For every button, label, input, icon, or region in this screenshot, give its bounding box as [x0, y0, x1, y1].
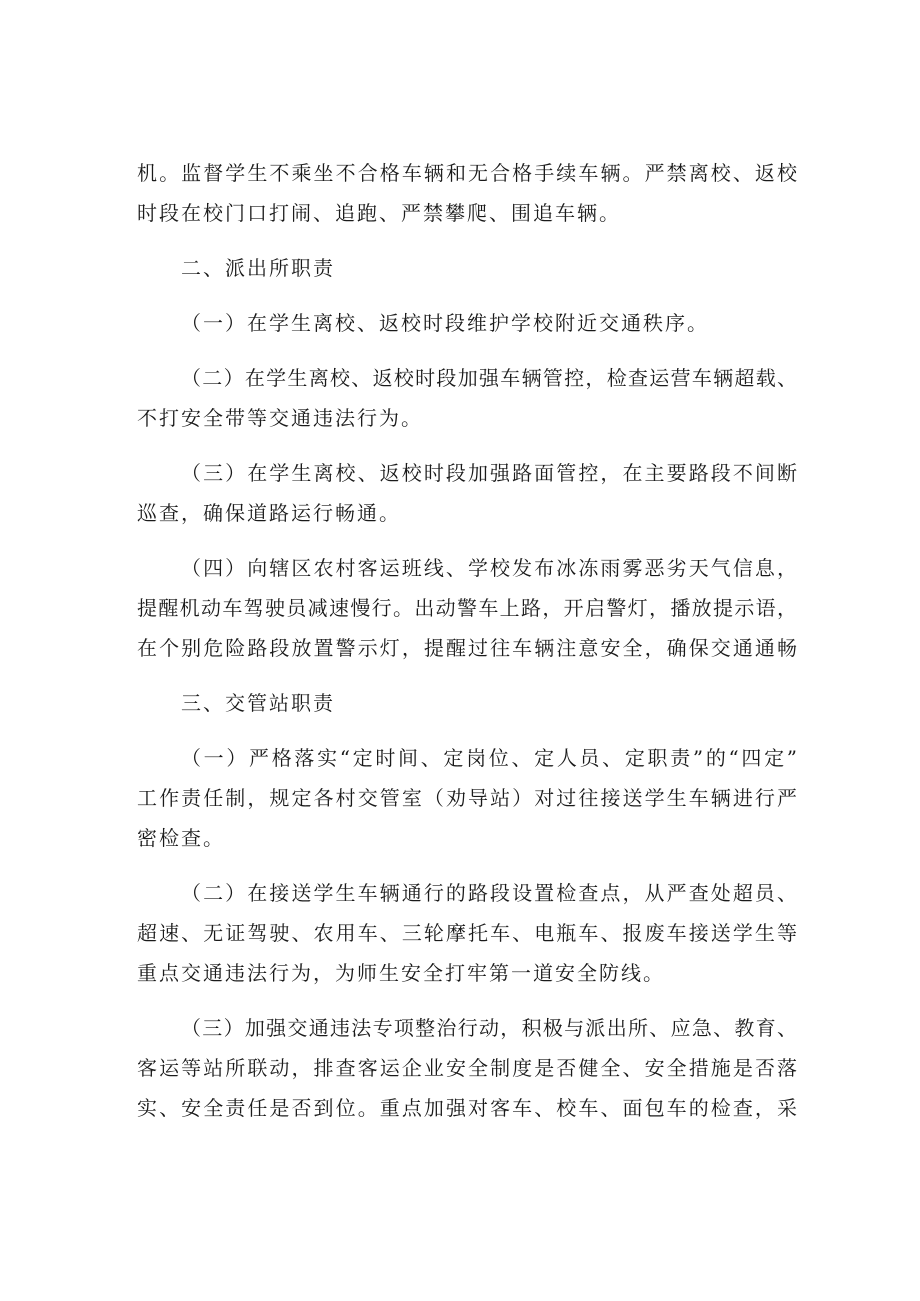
text-line: 巡查，确保道路运行畅通。 [137, 501, 401, 525]
text-line: 不打安全带等交通违法行为。 [137, 406, 423, 430]
text-line: （三）在学生离校、返校时段加强路面管控，在主要路段不间断 [181, 461, 797, 485]
document-body [137, 153, 797, 1128]
text-line: 提醒机动车驾驶员减速慢行。出动警车上路，开启警灯，播放提示语， [137, 596, 797, 620]
text-line: 在个别危险路段放置警示灯，提醒过往车辆注意安全，确保交通通畅 [137, 636, 797, 660]
text-line: 客运等站所联动，排查客运企业安全制度是否健全、安全措施是否落 [137, 1056, 797, 1080]
text-line: 密检查。 [137, 826, 225, 850]
text-line: 超速、无证驾驶、农用车、三轮摩托车、电瓶车、报废车接送学生等 [137, 921, 797, 945]
text-line: （二）在接送学生车辆通行的路段设置检查点，从严查处超员、 [181, 881, 797, 905]
text-line: 机。监督学生不乘坐不合格车辆和无合格手续车辆。严禁离校、返校 [137, 161, 797, 185]
text-line: 工作责任制，规定各村交管室（劝导站）对过往接送学生车辆进行严 [137, 786, 797, 810]
section-heading: 三、交管站职责 [181, 691, 335, 715]
text-line: （一）在学生离校、返校时段维护学校附近交通秩序。 [181, 311, 709, 335]
text-line: （三）加强交通违法专项整治行动，积极与派出所、应急、教育、 [181, 1016, 797, 1040]
text-line: 时段在校门口打闹、追跑、严禁攀爬、围追车辆。 [137, 201, 621, 225]
text-line: （四）向辖区农村客运班线、学校发布冰冻雨雾恶劣天气信息， [181, 556, 797, 580]
section-heading: 二、派出所职责 [181, 256, 335, 280]
text-line: （一）严格落实“定时间、定岗位、定人员、定职责”的“四定” [181, 746, 797, 770]
text-line: 实、安全责任是否到位。重点加强对客车、校车、面包车的检查，采 [137, 1096, 797, 1120]
text-line: 重点交通违法行为，为师生安全打牢第一道安全防线。 [137, 961, 665, 985]
text-line: （二）在学生离校、返校时段加强车辆管控，检查运营车辆超载、 [181, 366, 797, 390]
